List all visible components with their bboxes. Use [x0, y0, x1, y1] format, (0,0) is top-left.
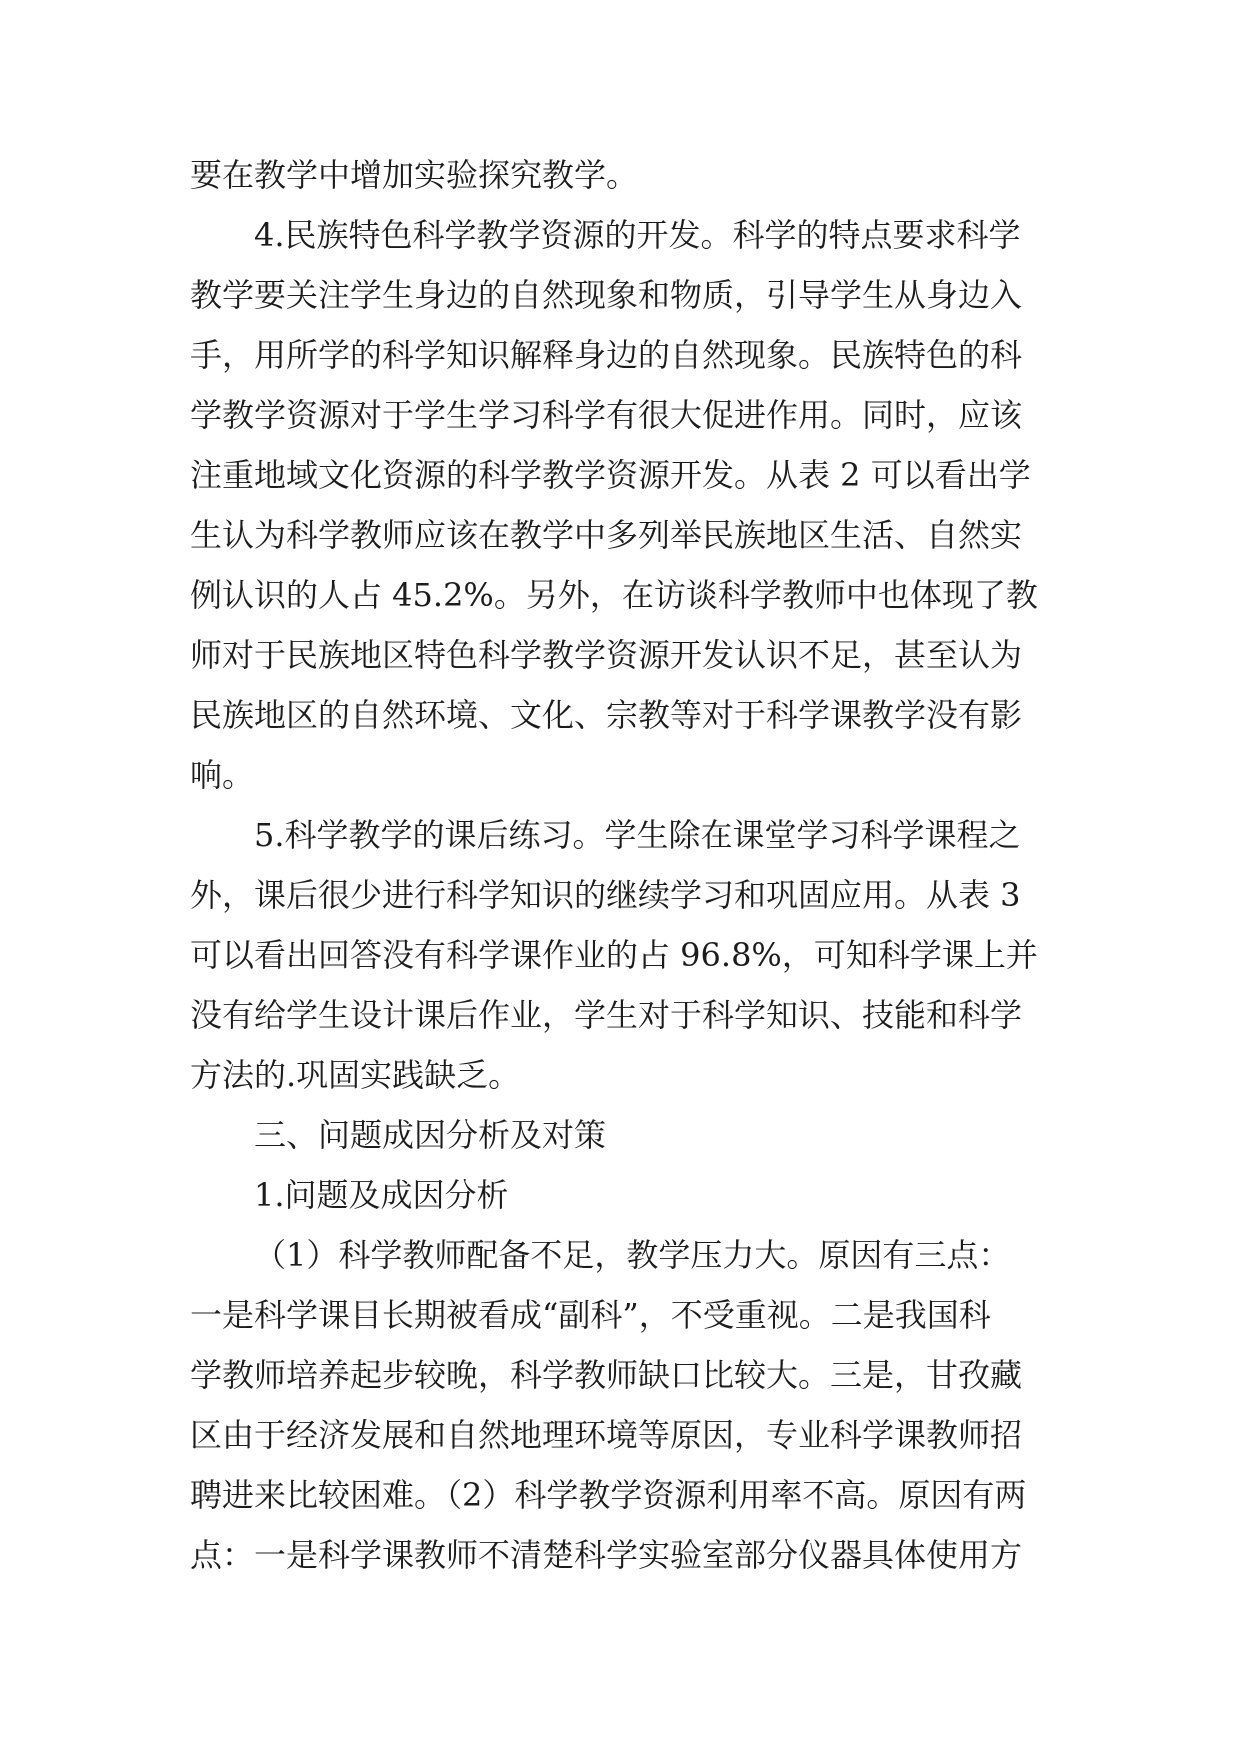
text-line: 方法的.巩固实践缺乏。 — [190, 1056, 521, 1094]
text-line: 点：一是科学课教师不清楚科学实验室部分仪器具体使用方 — [190, 1536, 1023, 1574]
text-line: 民族地区的自然环境、文化、宗教等对于科学课教学没有影 — [190, 696, 1023, 734]
text-line: 5.科学教学的课后练习。学生除在课堂学习科学课程之 — [254, 816, 1021, 854]
text-line: 例认识的人占 45.2%。另外，在访谈科学教师中也体现了教 — [190, 576, 1038, 614]
text-line: 学教学资源对于学生学习科学有很大促进作用。同时，应该 — [190, 396, 1023, 434]
text-line: 师对于民族地区特色科学教学资源开发认识不足，甚至认为 — [190, 636, 1023, 674]
text-line: 没有给学生设计课后作业，学生对于科学知识、技能和科学 — [190, 996, 1023, 1034]
text-line: 外，课后很少进行科学知识的继续学习和巩固应用。从表 3 — [190, 876, 1021, 914]
section-heading: 三、问题成因分析及对策 — [254, 1116, 607, 1154]
text-line: 响。 — [190, 756, 255, 794]
text-line: 要在教学中增加实验探究教学。 — [190, 156, 639, 194]
text-line: 注重地域文化资源的科学教学资源开发。从表 2 可以看出学 — [190, 456, 1031, 494]
text-line: 生认为科学教师应该在教学中多列举民族地区生活、自然实 — [190, 516, 1023, 554]
text-line: 可以看出回答没有科学课作业的占 96.8%，可知科学课上并 — [190, 936, 1038, 974]
text-line: 4.民族特色科学教学资源的开发。科学的特点要求科学 — [254, 216, 1021, 254]
text-line: 区由于经济发展和自然地理环境等原因，专业科学课教师招 — [190, 1416, 1023, 1454]
text-line: （1）科学教师配备不足，教学压力大。原因有三点： — [254, 1236, 1011, 1274]
text-line: 聘进来比较困难。（2）科学教学资源利用率不高。原因有两 — [190, 1476, 1027, 1514]
text-line: 学教师培养起步较晚，科学教师缺口比较大。三是，甘孜藏 — [190, 1356, 1023, 1394]
text-line: 一是科学课目长期被看成“副科”，不受重视。二是我国科 — [190, 1296, 991, 1334]
text-line: 教学要关注学生身边的自然现象和物质，引导学生从身边入 — [190, 276, 1023, 314]
text-line: 手，用所学的科学知识解释身边的自然现象。民族特色的科 — [190, 336, 1023, 374]
subsection-heading: 1.问题及成因分析 — [254, 1176, 509, 1214]
